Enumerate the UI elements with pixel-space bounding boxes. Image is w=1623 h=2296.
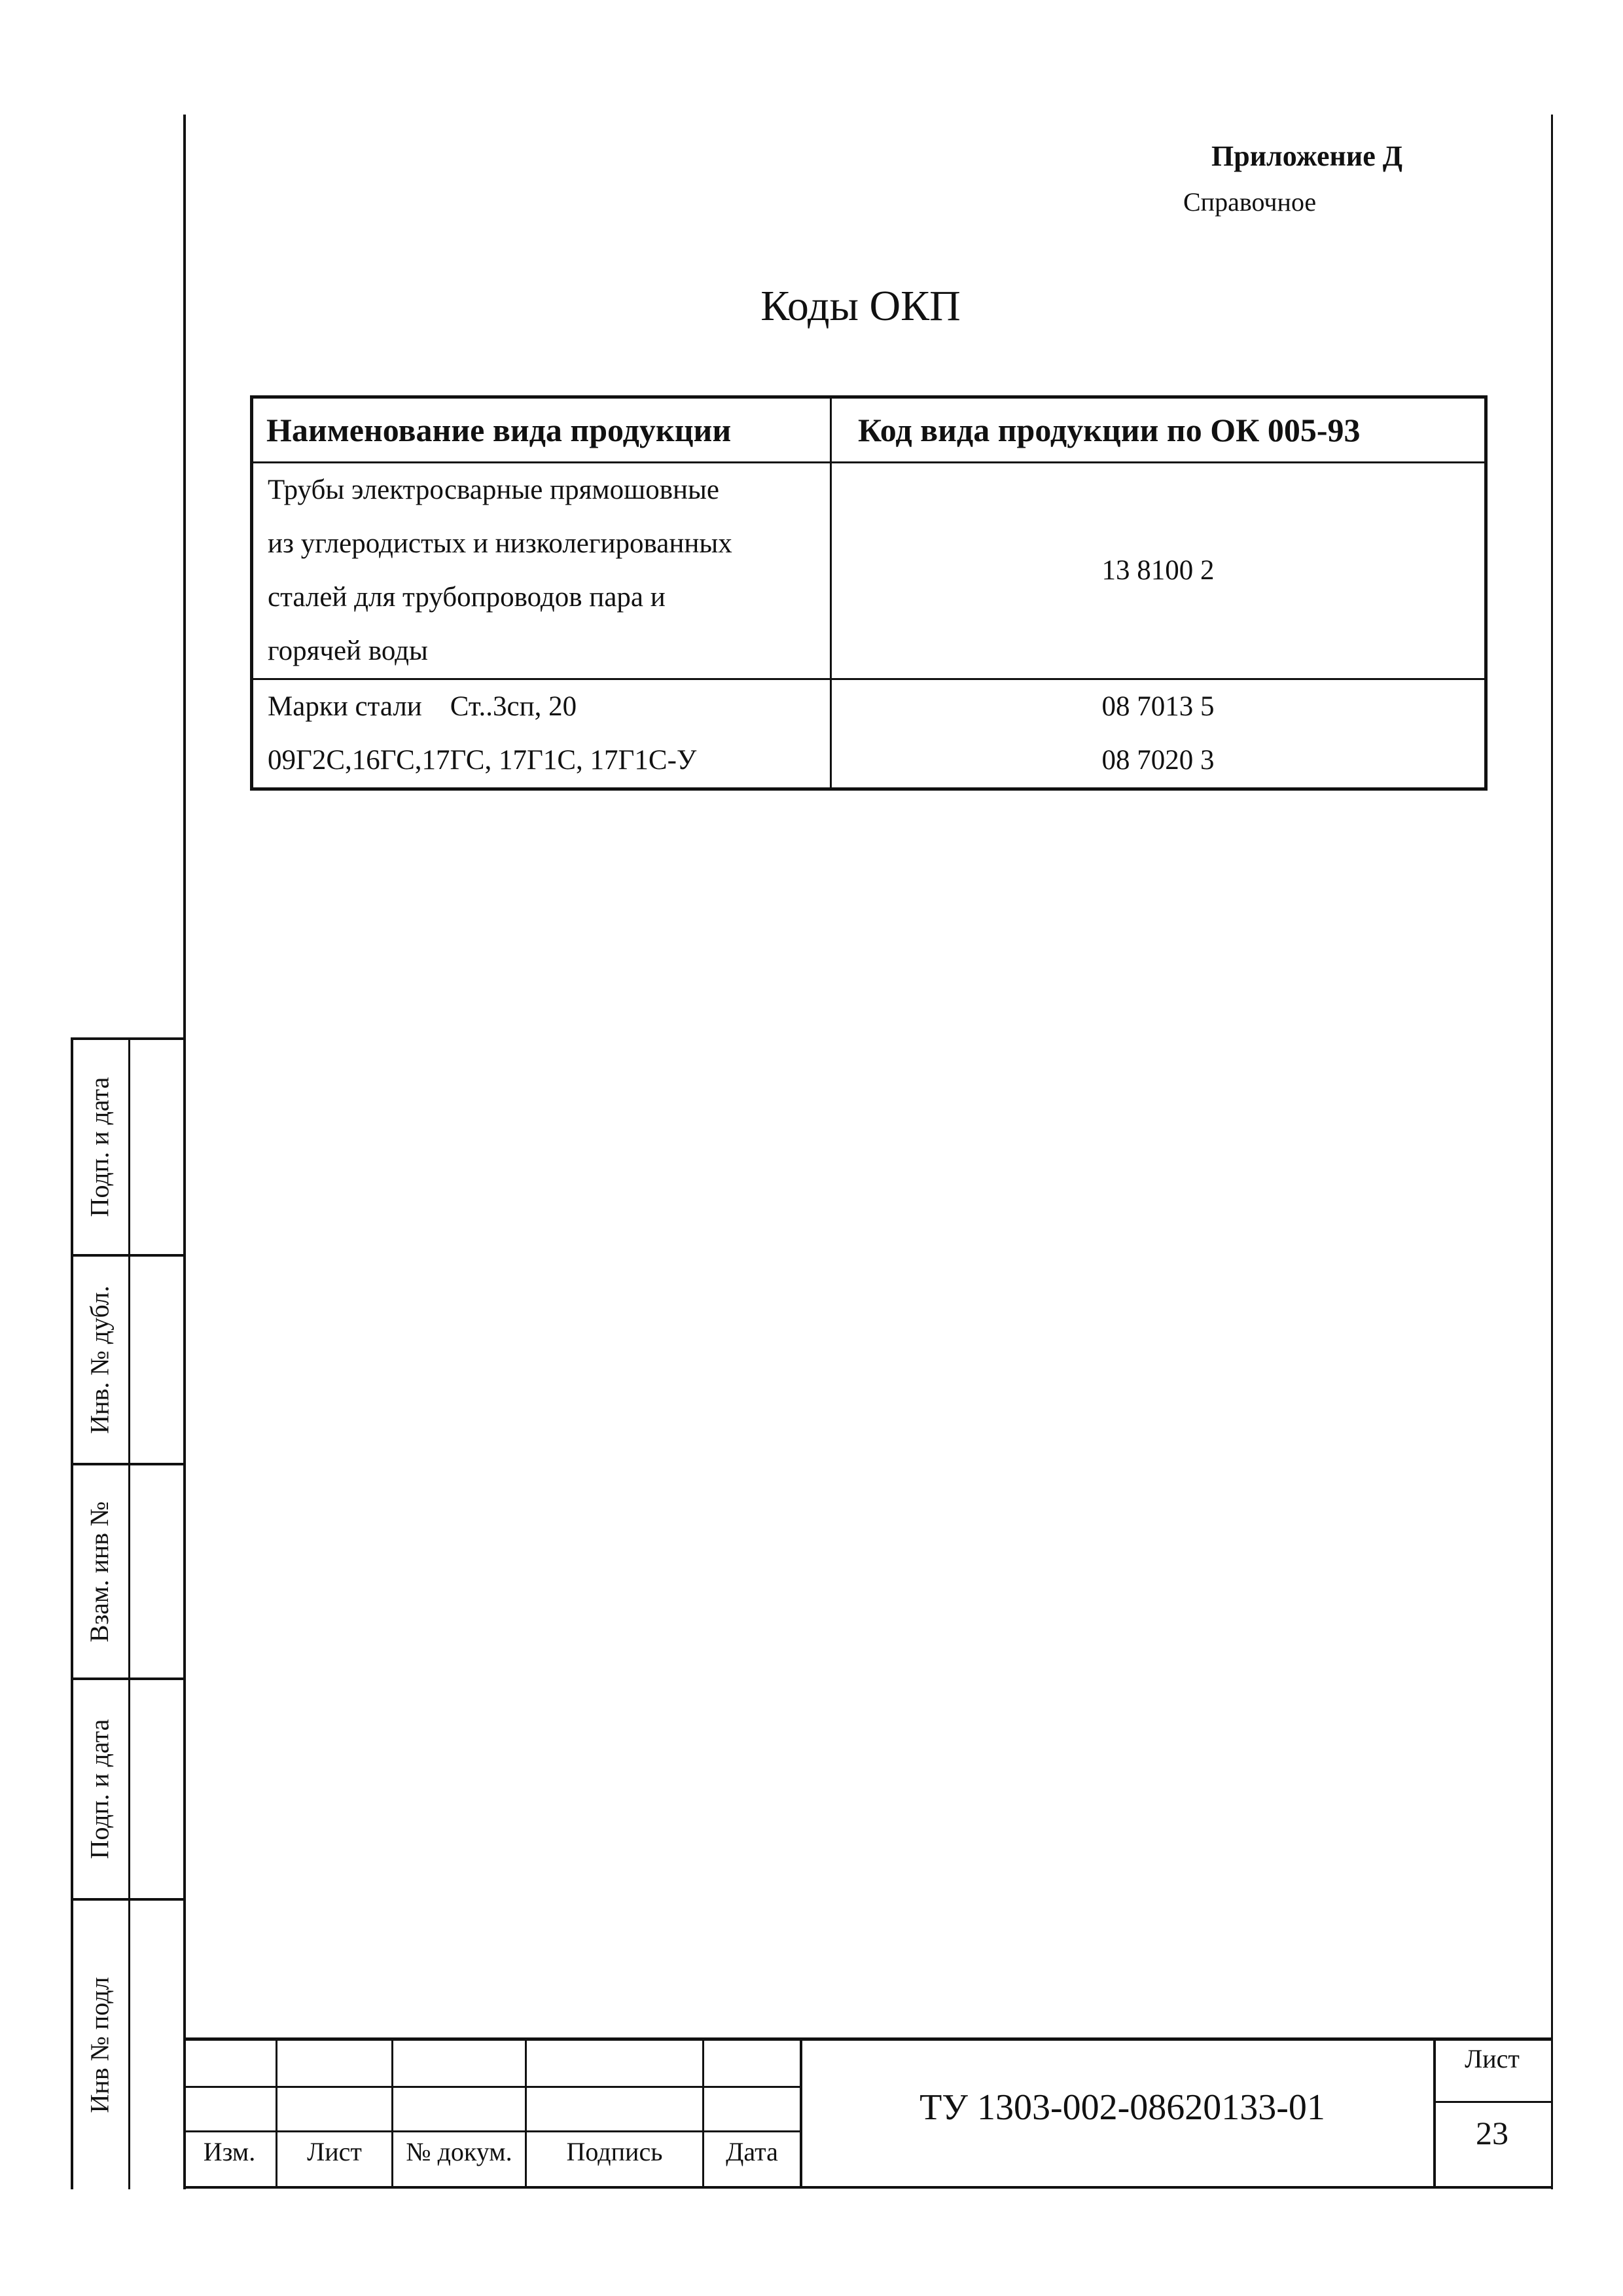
product-code-cell: 13 8100 2 [831, 463, 1486, 679]
strip-label-signature-date-1: Подп. и дата [84, 1077, 115, 1217]
table-header-row [252, 397, 1486, 463]
product-name-line: горячей воды [268, 636, 428, 666]
page-title: Коды ОКП [760, 282, 961, 330]
frame-left-border [183, 115, 186, 2189]
appendix-type: Справочное [1183, 187, 1317, 217]
product-name-line: Трубы электросварные прямошовные [268, 475, 719, 505]
appendix-title: Приложение Д [1211, 140, 1402, 172]
steel-grades-cell [252, 679, 831, 789]
sheet-number: 23 [1476, 2115, 1508, 2151]
strip-label-signature-date-2: Подп. и дата [84, 1719, 115, 1859]
steel-code: 08 7020 3 [1101, 745, 1215, 776]
strip-divider [128, 1037, 130, 2189]
steel-grades-line: Марки стали Ст..3сп, 20 [268, 691, 577, 722]
steel-code: 08 7013 5 [1101, 691, 1215, 722]
title-block-label-signature: Подпись [566, 2137, 663, 2166]
title-block-label-document-no: № докум. [406, 2137, 512, 2166]
steel-codes-cell [831, 679, 1486, 789]
table-row [252, 463, 1486, 679]
strip-label-duplicate-inventory: Инв. № дубл. [84, 1285, 115, 1434]
strip-label-replaces-inventory: Взам. инв № [84, 1501, 115, 1642]
title-block-sheet-divider [1433, 2101, 1553, 2103]
column-header-product-name: Наименование вида продукции [252, 397, 831, 463]
product-name-line: из углеродистых и низколегированных [268, 528, 732, 559]
sheet-label: Лист [1465, 2044, 1520, 2073]
product-name-line: сталей для трубопроводов пара и [268, 582, 666, 613]
title-block-top-border [183, 2037, 1553, 2041]
frame-bottom-border [183, 2186, 1553, 2189]
frame-right-border [1551, 115, 1553, 2189]
title-block-label-sheet: Лист [307, 2137, 362, 2166]
column-header-product-code: Код вида продукции по ОК 005-93 [831, 397, 1486, 463]
table-row [252, 679, 1486, 789]
okp-codes-table [250, 395, 1488, 791]
product-name-cell [252, 463, 831, 679]
document-code: ТУ 1303-002-08620133-01 [919, 2087, 1325, 2128]
title-block-label-date: Дата [726, 2137, 778, 2166]
title-block-label-change: Изм. [203, 2137, 256, 2166]
steel-grades-line: 09Г2С,16ГС,17ГС, 17Г1С, 17Г1С-У [268, 745, 697, 776]
strip-label-original-inventory: Инв № подл [84, 1977, 115, 2113]
